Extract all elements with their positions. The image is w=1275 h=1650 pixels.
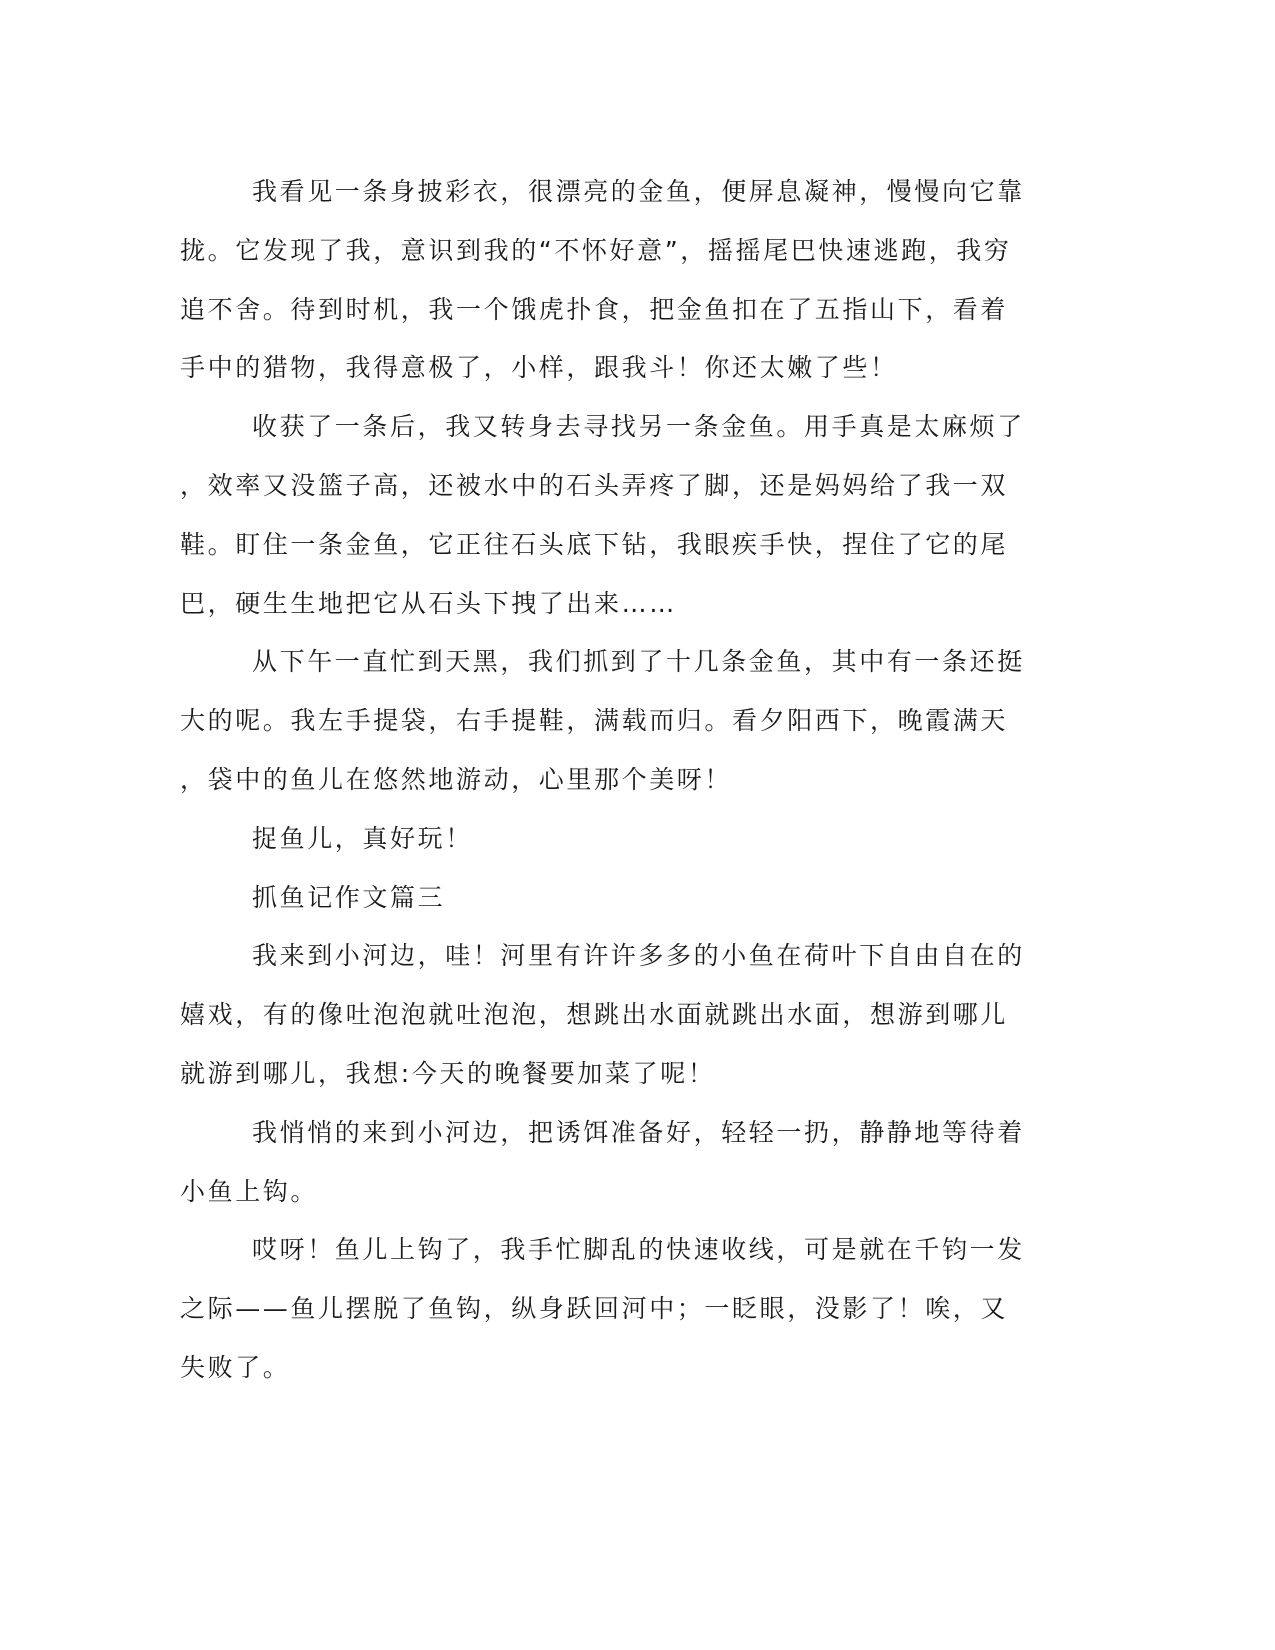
text-line: 我看见一条身披彩衣，很漂亮的金鱼，便屏息凝神，慢慢向它靠: [252, 177, 1025, 206]
text-line: 鞋。盯住一条金鱼，它正往石头底下钻，我眼疾手快，捏住了它的尾: [180, 529, 1009, 559]
text-line: 哎呀！鱼儿上钩了，我手忙脚乱的快速收线，可是就在千钧一发: [252, 1235, 1025, 1265]
text-line: 手中的猎物，我得意极了，小样，跟我斗！你还太嫩了些！: [180, 353, 898, 383]
text-line: 就游到哪儿，我想:今天的晚餐要加菜了呢！: [180, 1058, 716, 1088]
document-page: [180, 163, 1040, 1398]
text-line: 小鱼上钩。: [180, 1176, 319, 1206]
text-line: ，效率又没篮子高，还被水中的石头弄疼了脚，还是妈妈给了我一双: [180, 470, 1009, 500]
text-line: ，袋中的鱼儿在悠然地游动，心里那个美呀！: [180, 764, 733, 794]
text-line: 追不舍。待到时机，我一个饿虎扑食，把金鱼扣在了五指山下，看着: [180, 294, 1009, 324]
text-line: 拢。它发现了我，意识到我的“不怀好意”，摇摇尾巴快速逃跑，我穷: [180, 235, 1012, 265]
text-line: 嬉戏，有的像吐泡泡就吐泡泡，想跳出水面就跳出水面，想游到哪儿: [180, 1000, 1009, 1030]
heading-text: 抓鱼记作文篇三: [252, 882, 446, 912]
text-line: 收获了一条后，我又转身去寻找另一条金鱼。用手真是太麻烦了: [252, 412, 1025, 442]
paragraph: [180, 398, 1040, 633]
paragraph: [180, 1104, 1040, 1222]
paragraph: [180, 633, 1040, 809]
paragraph: [180, 163, 1040, 398]
section-heading: [180, 869, 1040, 928]
text-line: 我来到小河边，哇！河里有许许多多的小鱼在荷叶下自由自在的: [252, 941, 1025, 971]
paragraph: [180, 1221, 1040, 1397]
text-line: 之际——鱼儿摆脱了鱼钩，纵身跃回河中；一眨眼，没影了！唉，又: [180, 1294, 1009, 1324]
paragraph: [180, 927, 1040, 1103]
text-line: 失败了。: [180, 1352, 291, 1382]
text-line: 我悄悄的来到小河边，把诱饵准备好，轻轻一扔，静静地等待着: [252, 1117, 1025, 1147]
text-line: 巴，硬生生地把它从石头下拽了出来……: [180, 588, 677, 618]
paragraph: [180, 810, 1040, 869]
text-line: 从下午一直忙到天黑，我们抓到了十几条金鱼，其中有一条还挺: [252, 647, 1025, 677]
text-line: 捉鱼儿，真好玩！: [252, 823, 473, 853]
text-line: 大的呢。我左手提袋，右手提鞋，满载而归。看夕阳西下，晚霞满天: [180, 706, 1009, 736]
